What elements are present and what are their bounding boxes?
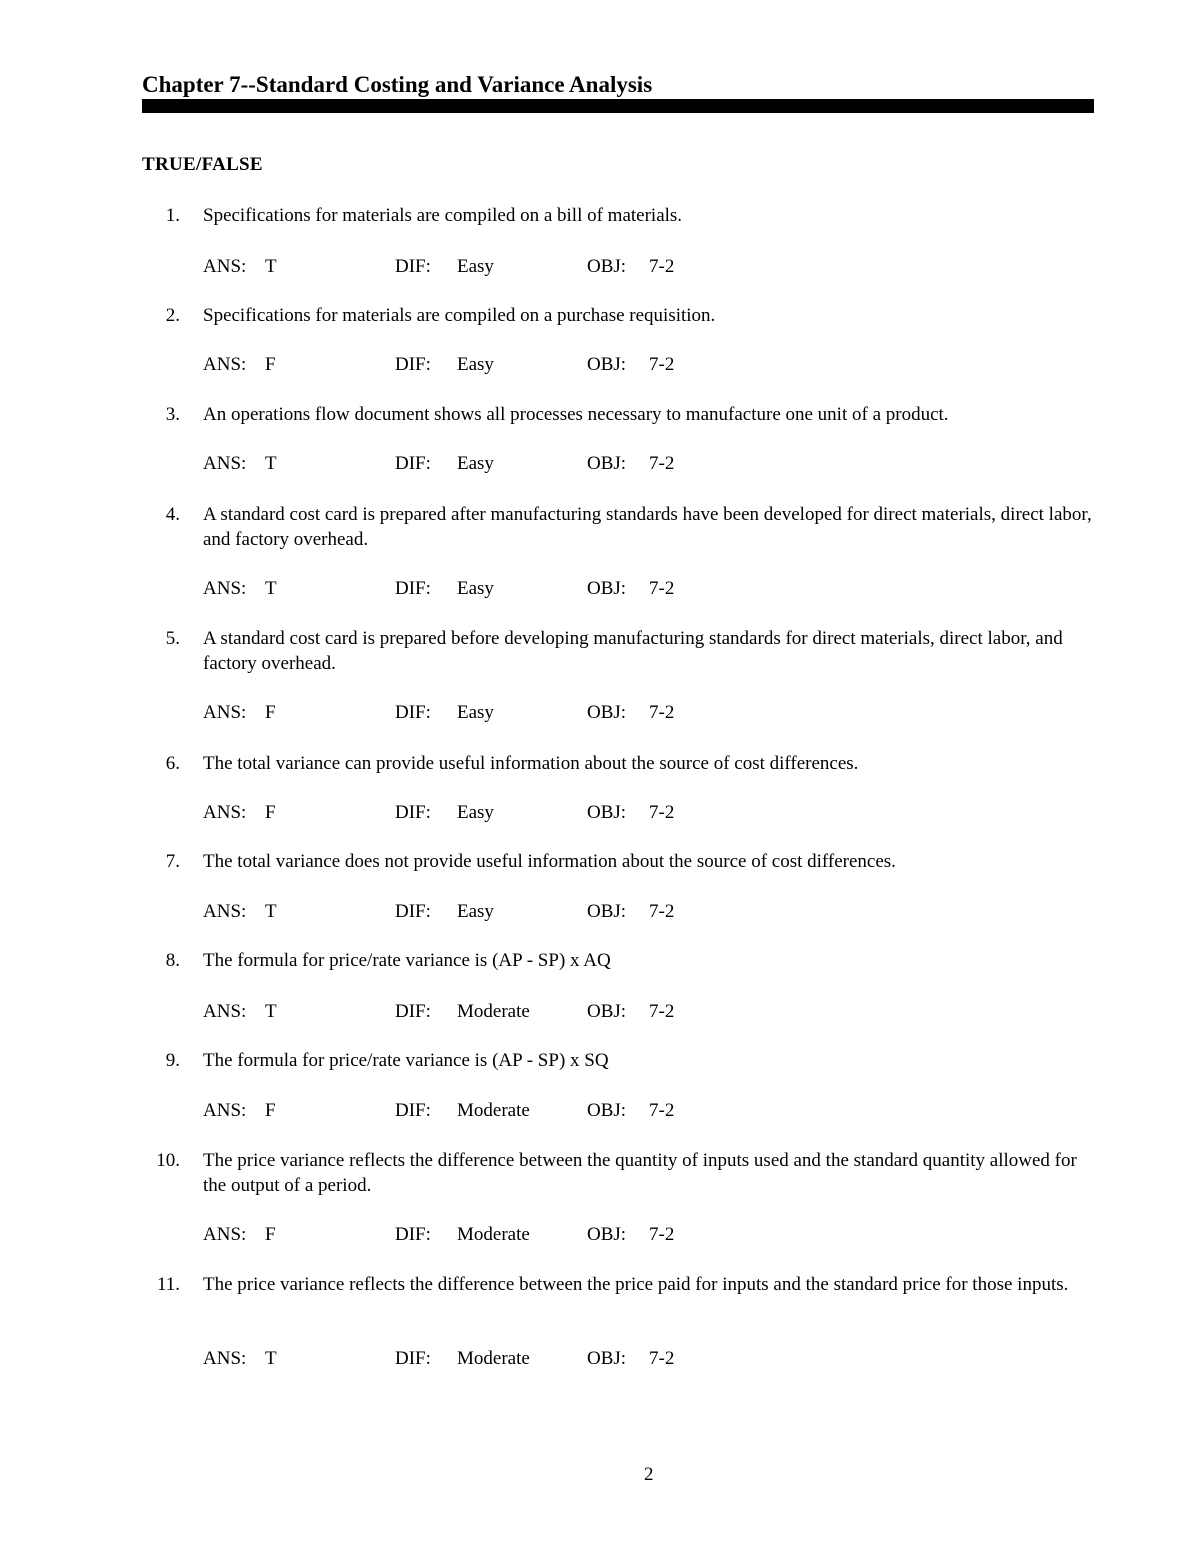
ans-label: ANS: bbox=[203, 453, 247, 474]
question-number: 1. bbox=[165, 205, 180, 226]
dif-label: DIF: bbox=[395, 1001, 431, 1022]
title-rule bbox=[142, 99, 1094, 113]
ans-value: F bbox=[265, 702, 276, 723]
obj-label: OBJ: bbox=[587, 578, 627, 599]
question-text: The total variance can provide useful information about the source of cost differences. bbox=[203, 753, 859, 774]
ans-label: ANS: bbox=[203, 1001, 247, 1022]
obj-value: 7-2 bbox=[649, 901, 675, 922]
question-number: 8. bbox=[165, 950, 180, 971]
ans-label: ANS: bbox=[203, 1224, 247, 1245]
dif-value: Easy bbox=[457, 256, 494, 277]
obj-label: OBJ: bbox=[587, 1001, 627, 1022]
obj-label: OBJ: bbox=[587, 901, 627, 922]
dif-label: DIF: bbox=[395, 901, 431, 922]
question-text: The price variance reflects the difference between the price paid for inputs and the standard price for those inputs. bbox=[203, 1274, 1069, 1295]
dif-value: Easy bbox=[457, 702, 494, 723]
dif-label: DIF: bbox=[395, 1224, 431, 1245]
question-text: A standard cost card is prepared before developing manufacturing standards for direct materials, direct labor, and factory overhead. bbox=[203, 628, 1063, 674]
question-number: 10. bbox=[156, 1150, 180, 1171]
question-number: 3. bbox=[165, 404, 180, 425]
obj-label: OBJ: bbox=[587, 354, 627, 375]
ans-label: ANS: bbox=[203, 1100, 247, 1121]
question-number: 2. bbox=[165, 305, 180, 326]
question-text: The formula for price/rate variance is (AP - SP) x AQ bbox=[203, 950, 611, 971]
obj-value: 7-2 bbox=[649, 256, 675, 277]
section-heading: TRUE/FALSE bbox=[142, 154, 263, 175]
obj-value: 7-2 bbox=[649, 1100, 675, 1121]
obj-label: OBJ: bbox=[587, 1224, 627, 1245]
obj-label: OBJ: bbox=[587, 1100, 627, 1121]
ans-value: T bbox=[265, 453, 277, 474]
dif-value: Moderate bbox=[457, 1100, 530, 1121]
obj-value: 7-2 bbox=[649, 1001, 675, 1022]
obj-label: OBJ: bbox=[587, 1348, 627, 1369]
ans-value: T bbox=[265, 256, 277, 277]
question-text: Specifications for materials are compiled on a purchase requisition. bbox=[203, 305, 716, 326]
dif-label: DIF: bbox=[395, 578, 431, 599]
dif-label: DIF: bbox=[395, 1348, 431, 1369]
dif-value: Moderate bbox=[457, 1348, 530, 1369]
ans-label: ANS: bbox=[203, 256, 247, 277]
dif-value: Easy bbox=[457, 453, 494, 474]
obj-label: OBJ: bbox=[587, 802, 627, 823]
ans-value: T bbox=[265, 1348, 277, 1369]
question-number: 5. bbox=[165, 628, 180, 649]
chapter-title: Chapter 7--Standard Costing and Variance Analysis bbox=[142, 72, 653, 97]
ans-value: F bbox=[265, 1100, 276, 1121]
ans-value: T bbox=[265, 901, 277, 922]
dif-label: DIF: bbox=[395, 354, 431, 375]
obj-value: 7-2 bbox=[649, 1224, 675, 1245]
obj-value: 7-2 bbox=[649, 802, 675, 823]
obj-value: 7-2 bbox=[649, 702, 675, 723]
obj-label: OBJ: bbox=[587, 453, 627, 474]
question-text: The total variance does not provide useful information about the source of cost differences. bbox=[203, 851, 896, 872]
dif-label: DIF: bbox=[395, 256, 431, 277]
ans-label: ANS: bbox=[203, 354, 247, 375]
question-text: An operations flow document shows all processes necessary to manufacture one unit of a product. bbox=[203, 404, 949, 425]
ans-value: F bbox=[265, 354, 276, 375]
ans-label: ANS: bbox=[203, 702, 247, 723]
dif-value: Easy bbox=[457, 354, 494, 375]
question-number: 9. bbox=[165, 1050, 180, 1071]
dif-label: DIF: bbox=[395, 702, 431, 723]
ans-label: ANS: bbox=[203, 802, 247, 823]
ans-label: ANS: bbox=[203, 578, 247, 599]
ans-label: ANS: bbox=[203, 901, 247, 922]
obj-value: 7-2 bbox=[649, 453, 675, 474]
dif-value: Moderate bbox=[457, 1001, 530, 1022]
ans-value: F bbox=[265, 802, 276, 823]
question-text: The price variance reflects the difference between the quantity of inputs used and the standard quantity allowed for the output of a period. bbox=[203, 1150, 1077, 1196]
dif-value: Easy bbox=[457, 901, 494, 922]
ans-label: ANS: bbox=[203, 1348, 247, 1369]
ans-value: F bbox=[265, 1224, 276, 1245]
question-number: 7. bbox=[165, 851, 180, 872]
obj-value: 7-2 bbox=[649, 1348, 675, 1369]
question-number: 11. bbox=[156, 1274, 180, 1295]
dif-label: DIF: bbox=[395, 802, 431, 823]
ans-value: T bbox=[265, 1001, 277, 1022]
ans-value: T bbox=[265, 578, 277, 599]
dif-label: DIF: bbox=[395, 453, 431, 474]
dif-value: Easy bbox=[457, 802, 494, 823]
page-number: 2 bbox=[644, 1464, 654, 1485]
obj-label: OBJ: bbox=[587, 702, 627, 723]
dif-label: DIF: bbox=[395, 1100, 431, 1121]
question-text: Specifications for materials are compiled on a bill of materials. bbox=[203, 205, 683, 226]
question-number: 4. bbox=[165, 504, 180, 525]
question-number: 6. bbox=[165, 753, 180, 774]
dif-value: Easy bbox=[457, 578, 494, 599]
obj-value: 7-2 bbox=[649, 354, 675, 375]
obj-value: 7-2 bbox=[649, 578, 675, 599]
question-text: The formula for price/rate variance is (AP - SP) x SQ bbox=[203, 1050, 609, 1071]
question-text: A standard cost card is prepared after manufacturing standards have been developed for direct materials, direct labor, and factory overhead. bbox=[203, 504, 1092, 550]
dif-value: Moderate bbox=[457, 1224, 530, 1245]
obj-label: OBJ: bbox=[587, 256, 627, 277]
